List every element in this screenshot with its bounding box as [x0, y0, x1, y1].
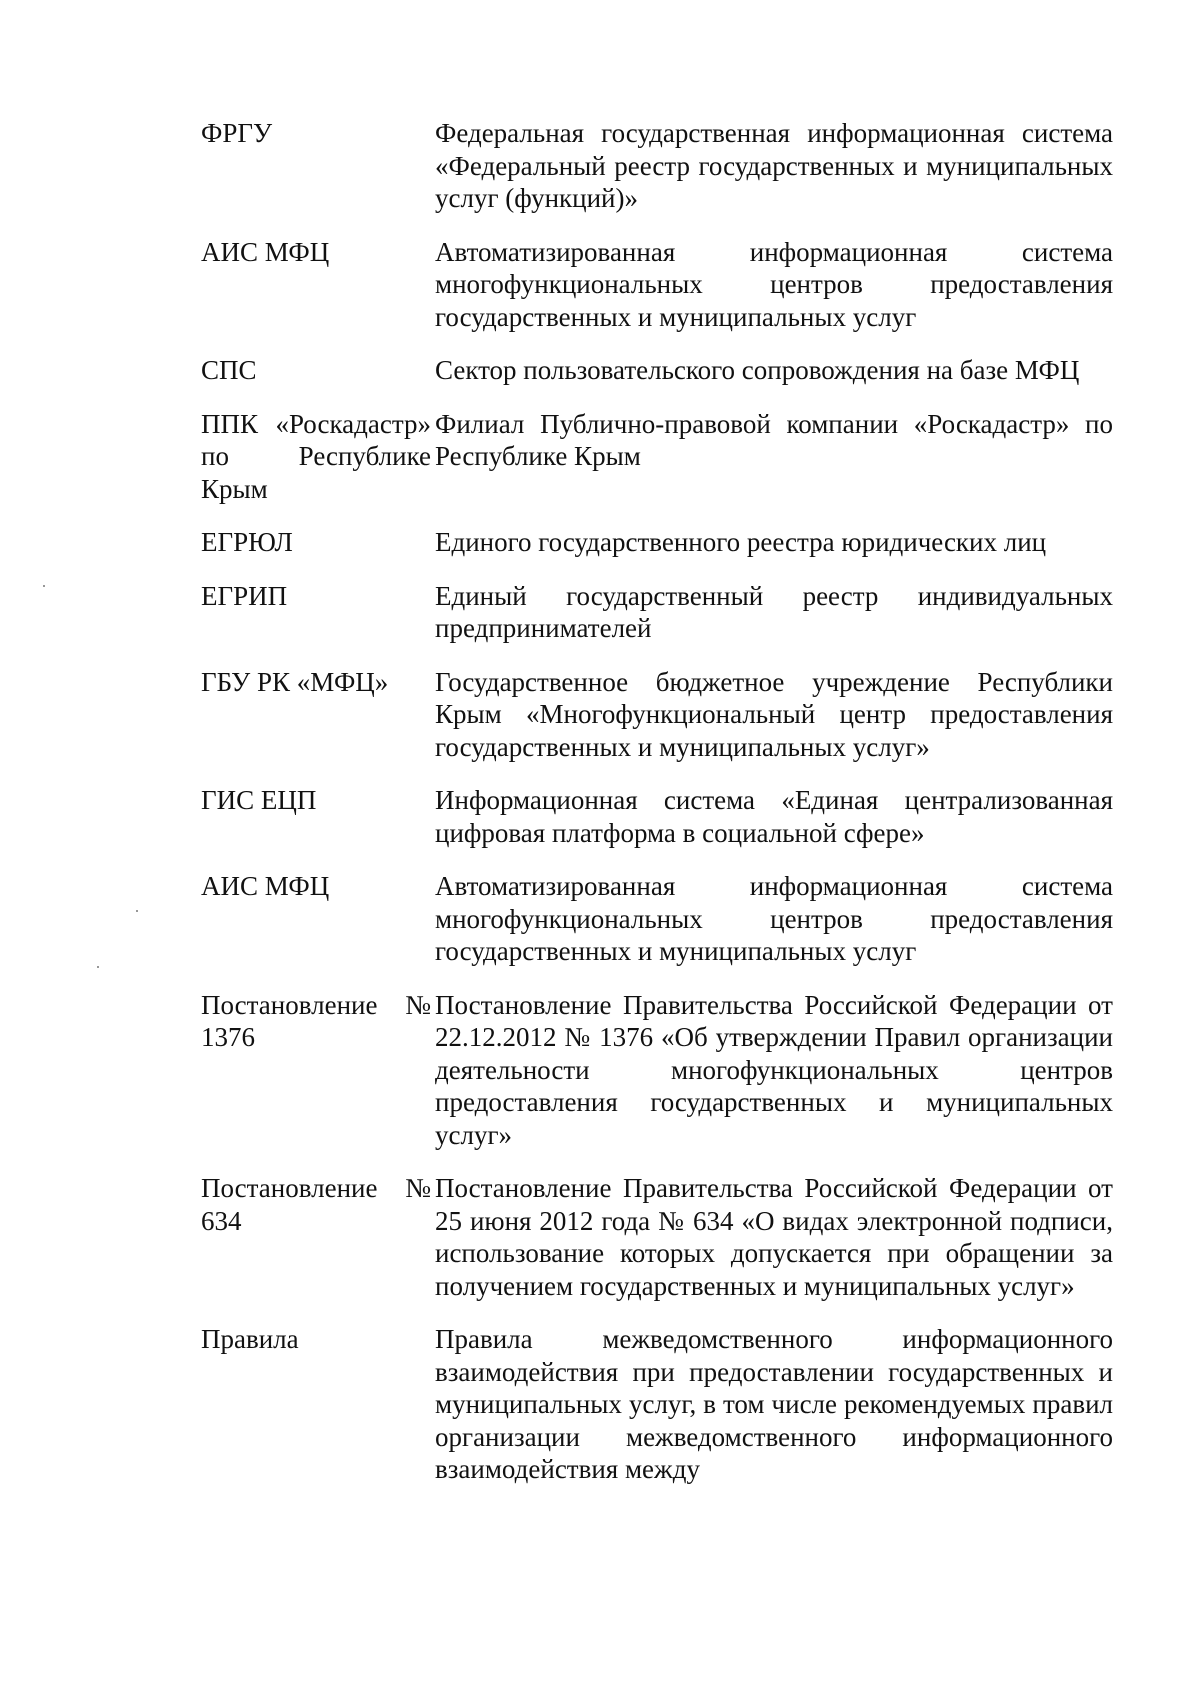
abbreviation-term: ЕГРИП	[201, 580, 288, 611]
abbreviation-definition: Филиал Публично-правовой компании «Роскадастр» по Республике Крым	[435, 408, 1113, 471]
abbreviation-term: Постановление № 634	[201, 1173, 431, 1236]
list-item	[201, 117, 1113, 215]
list-item	[201, 354, 1113, 387]
scan-speck	[136, 910, 138, 912]
abbreviation-definition: Государственное бюджетное учреждение Республики Крым «Многофункциональный центр предоставления государственных и муниципальных услуг»	[435, 666, 1113, 762]
abbreviation-definition: Информационная система «Единая централизованная цифровая платформа в социальной сфере»	[435, 785, 1113, 848]
abbreviation-term: Постановление № 1376	[201, 989, 431, 1052]
abbreviation-definition: Автоматизированная информационная система многофункциональных центров предоставления государственных и муниципальных услуг	[435, 236, 1113, 332]
list-item	[201, 1172, 1113, 1302]
list-item	[201, 989, 1113, 1152]
abbreviation-term: СПС	[201, 355, 257, 385]
list-item	[201, 580, 1113, 645]
scan-speck	[43, 585, 45, 587]
abbreviation-definition: Постановление Правительства Российской Федерации от 22.12.2012 № 1376 «Об утверждении Правил организации деятельности многофункциональных центров предоставления государственных и муниципальных услуг»	[435, 989, 1113, 1150]
list-item	[201, 666, 1113, 764]
abbreviation-definition: Сектор пользовательского сопровождения на базе МФЦ	[435, 355, 1080, 385]
list-item	[201, 236, 1113, 334]
list-item	[201, 784, 1113, 849]
abbreviation-term: АИС МФЦ	[201, 871, 330, 901]
list-item	[201, 526, 1113, 559]
abbreviation-term: ГБУ РК «МФЦ»	[201, 666, 389, 697]
list-item	[201, 1323, 1113, 1486]
abbreviations-list	[201, 117, 1113, 1507]
list-item	[201, 408, 1113, 506]
abbreviation-term: ГИС ЕЦП	[201, 785, 317, 815]
abbreviation-definition: Автоматизированная информационная система многофункциональных центров предоставления государственных и муниципальных услуг	[435, 871, 1113, 966]
list-item	[201, 870, 1113, 968]
abbreviation-definition: Федеральная государственная информационная система «Федеральный реестр государственных и муниципальных услуг (функций)»	[435, 118, 1113, 213]
abbreviation-definition: Правила межведомственного информационного взаимодействия при предоставлении государственных и муниципальных услуг, в том числе рекомендуемых правил организации межведомственного информационного взаимодействия между	[435, 1324, 1113, 1484]
scan-speck	[97, 966, 99, 968]
abbreviation-term: Правила	[201, 1324, 299, 1354]
abbreviation-definition: Единого государственного реестра юридических лиц	[435, 527, 1047, 557]
abbreviation-term: АИС МФЦ	[201, 236, 330, 267]
abbreviation-definition: Единый государственный реестр индивидуальных предпринимателей	[435, 580, 1113, 643]
abbreviation-term: ЕГРЮЛ	[201, 527, 293, 557]
abbreviation-term: ППК «Роскадастр» по Республике Крым	[201, 408, 431, 504]
abbreviation-term: ФРГУ	[201, 118, 273, 148]
abbreviation-definition: Постановление Правительства Российской Федерации от 25 июня 2012 года № 634 «О видах электронной подписи, использование которых допускается при обращении за получением государственных и муниципальных услуг»	[435, 1173, 1113, 1301]
